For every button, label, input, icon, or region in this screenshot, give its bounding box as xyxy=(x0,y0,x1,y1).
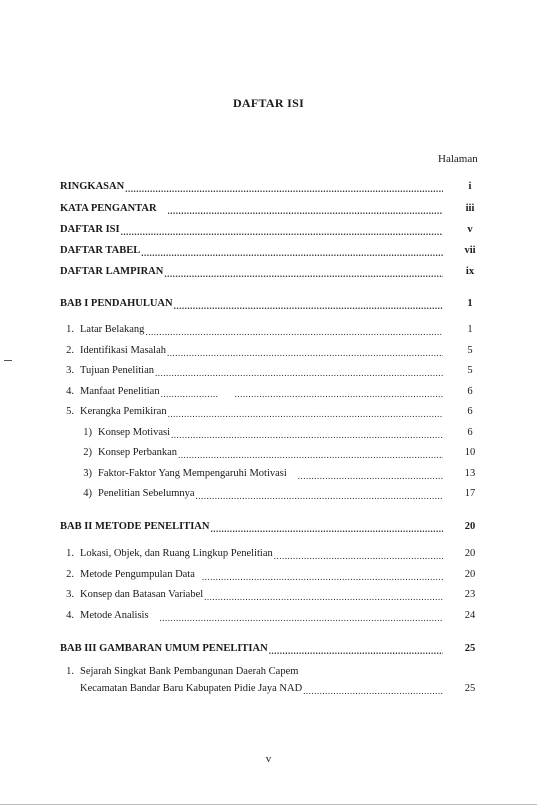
toc-subitem: 4) Penelitian Sebelumnya ..... 17 xyxy=(76,485,490,499)
toc-subitem: 2) Konsep Perbankan ..... 10 xyxy=(76,444,490,458)
toc-subitem: 3) Faktor-Faktor Yang Mempengaruhi Motivasi ..... 13 xyxy=(76,465,490,479)
page-number: 23 xyxy=(464,589,476,600)
page-number: 25 xyxy=(464,643,476,654)
toc-chapter: BAB III GAMBARAN UMUM PENELITIAN ..... 25 xyxy=(60,640,490,654)
page-number: 1 xyxy=(467,324,473,335)
toc-item: 5. Kerangka Pemikiran ..... 6 xyxy=(58,403,490,417)
page-number: iii xyxy=(465,203,475,214)
toc-subitem: 1) Konsep Motivasi ..... 6 xyxy=(76,424,490,438)
toc-entry: DAFTAR ISI ..... v xyxy=(60,221,490,235)
page-number: 5 xyxy=(467,365,473,376)
page-number: 17 xyxy=(464,488,476,499)
toc-item: 2. Identifikasi Masalah ..... 5 xyxy=(58,342,490,356)
page-number: v xyxy=(467,224,473,235)
toc-item: 1. Lokasi, Objek, dan Ruang Lingkup Penelitian ..... 20 xyxy=(58,545,490,559)
page-number: 6 xyxy=(467,406,473,417)
toc-item-line1: 1. Sejarah Singkat Bank Pembangunan Daerah Capem xyxy=(66,666,299,677)
toc-item: 1. Latar Belakang ..... 1 xyxy=(58,321,490,335)
page-number: 20 xyxy=(464,569,476,580)
footer-page-number: v xyxy=(265,753,272,765)
toc-entry: RINGKASAN ..... i xyxy=(60,178,490,192)
page-number: 20 xyxy=(464,521,476,532)
page-number: 5 xyxy=(467,345,473,356)
page-number: 13 xyxy=(464,468,476,479)
toc-item: 4. Metode Analisis ..... 24 xyxy=(58,607,490,621)
toc-chapter: BAB II METODE PENELITIAN ..... 20 xyxy=(60,518,490,532)
toc-item: 4. Manfaat Penelitian ..... ..... 6 xyxy=(58,383,490,397)
page-number: vii xyxy=(464,245,476,256)
page-number: 24 xyxy=(464,610,476,621)
scan-edge xyxy=(0,804,537,805)
page-number: 10 xyxy=(464,447,476,458)
page-number: 20 xyxy=(464,548,476,559)
page-number: i xyxy=(468,181,472,192)
page-column-label: Halaman xyxy=(438,153,478,165)
toc-item: Kecamatan Bandar Baru Kabupaten Pidie Jaya NAD ..... 25 xyxy=(80,680,490,694)
page-number: 6 xyxy=(467,386,473,397)
toc-entry: DAFTAR TABEL ..... vii xyxy=(60,242,490,256)
page-number: 25 xyxy=(464,683,476,694)
toc-item: 2. Metode Pengumpulan Data ..... 20 xyxy=(58,566,490,580)
page-title: DAFTAR ISI xyxy=(232,96,305,110)
toc-entry: KATA PENGANTAR ..... iii xyxy=(60,200,490,214)
toc-entry: DAFTAR LAMPIRAN ..... ix xyxy=(60,263,490,277)
scan-mark xyxy=(4,360,12,361)
toc-chapter: BAB I PENDAHULUAN ..... 1 xyxy=(60,295,490,309)
page-number: 6 xyxy=(467,427,473,438)
toc-item: 3. Konsep dan Batasan Variabel ..... 23 xyxy=(58,586,490,600)
page-number: 1 xyxy=(467,298,473,309)
page-number: ix xyxy=(465,266,475,277)
toc-item: 3. Tujuan Penelitian ..... 5 xyxy=(58,362,490,376)
